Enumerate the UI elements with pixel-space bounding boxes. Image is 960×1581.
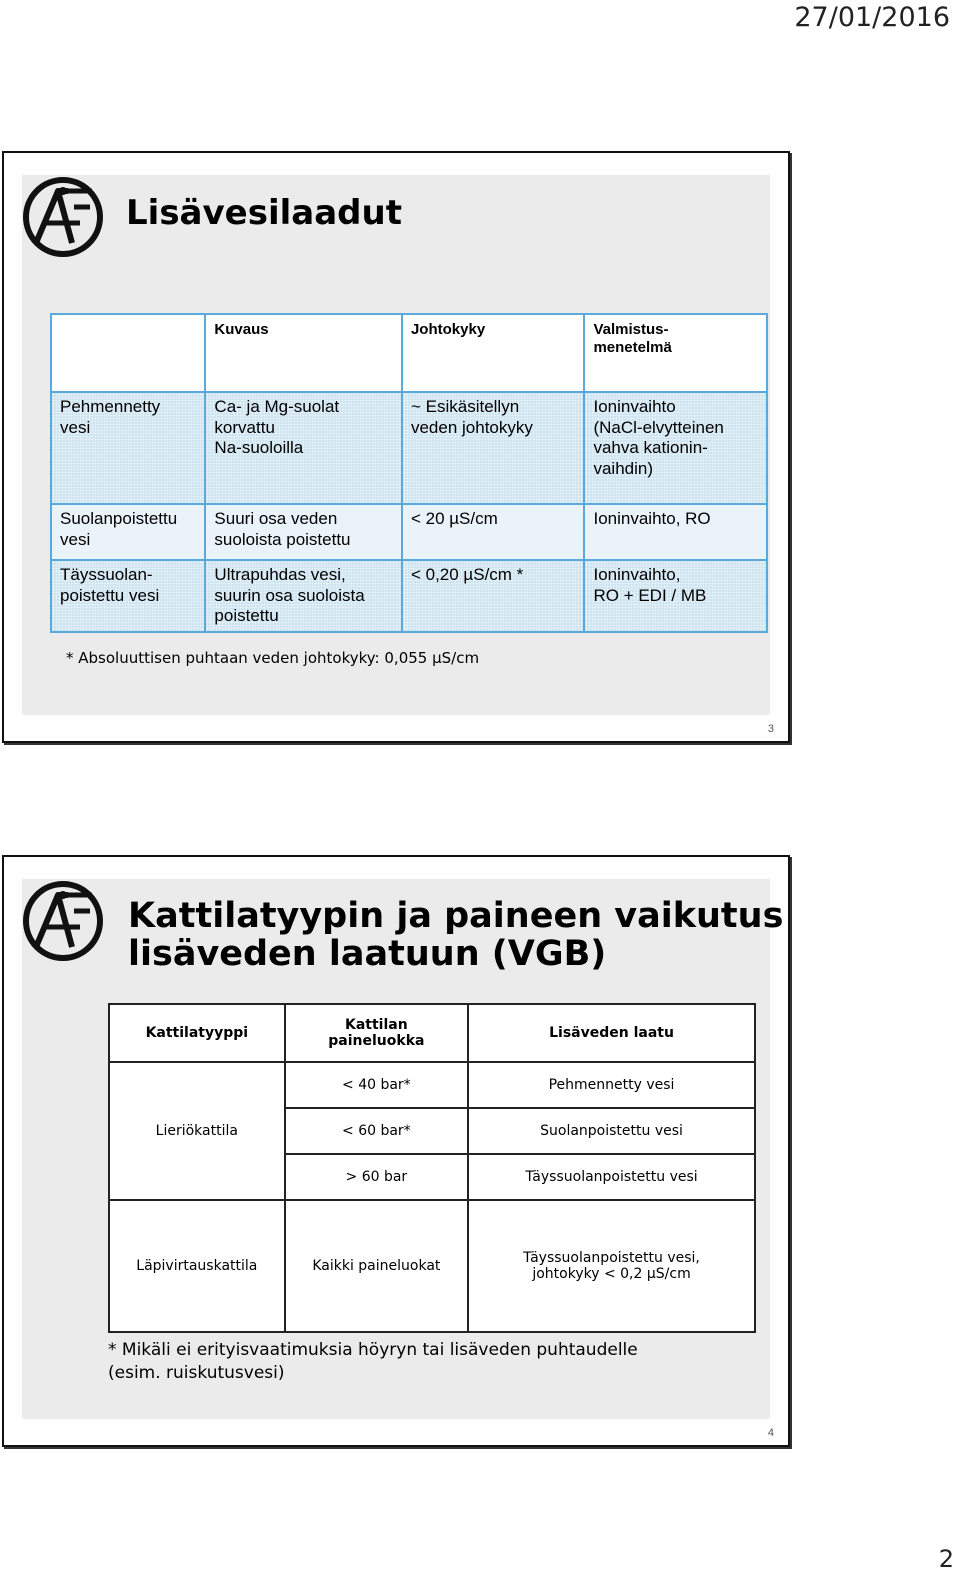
footnote: * Absoluuttisen puhtaan veden johtokyky: 0,055 µS/cm: [66, 649, 480, 667]
header-cell: Kuvaus: [205, 314, 402, 392]
header-cell: Lisäveden laatu: [468, 1004, 755, 1062]
slide-3: [2, 151, 790, 743]
table-cell: Läpivirtauskattila: [109, 1200, 285, 1332]
table-cell: < 60 bar*: [285, 1108, 468, 1154]
table-header-row: [51, 314, 767, 392]
slide-number: 4: [767, 1427, 774, 1439]
table-cell: Pehmennetty vesi: [51, 392, 205, 504]
table-cell: Täyssuolanpoistettu vesi, johtokyky < 0,2 µS/cm: [468, 1200, 755, 1332]
slide-title-line-1: Kattilatyypin ja paineen vaikutus: [128, 896, 784, 936]
footnote: * Mikäli ei erityisvaatimuksia höyryn tai lisäveden puhtaudelle (esim. ruiskutusvesi): [108, 1340, 638, 1383]
water-quality-table: [50, 313, 768, 633]
table-cell: Ioninvaihto, RO: [584, 504, 767, 560]
slide-number: 3: [767, 723, 774, 735]
table-row: [109, 1200, 755, 1332]
table-cell: Suolanpoistettu vesi: [51, 504, 205, 560]
slide-title: Lisävesilaadut: [126, 193, 402, 233]
table-cell: Täyssuolanpoistettu vesi: [468, 1154, 755, 1200]
table-row: [109, 1062, 755, 1108]
table-cell: < 40 bar*: [285, 1062, 468, 1108]
table-cell: ~ Esikäsitellyn veden johtokyky: [402, 392, 585, 504]
page-number: 2: [938, 1545, 954, 1573]
table-cell: Suolanpoistettu vesi: [468, 1108, 755, 1154]
logo-icon: [22, 879, 104, 963]
header-cell: Kattilan paineluokka: [285, 1004, 468, 1062]
logo-icon: [22, 175, 104, 259]
header-cell: Johtokyky: [402, 314, 585, 392]
table-cell: Ultrapuhdas vesi, suurin osa suoloista poistettu: [205, 560, 402, 632]
table-row: [51, 392, 767, 504]
page-date: 27/01/2016: [794, 2, 950, 33]
header-cell: [51, 314, 205, 392]
table-header-row: [109, 1004, 755, 1062]
table-cell: Ca- ja Mg-suolat korvattu Na-suoloilla: [205, 392, 402, 504]
table-cell: > 60 bar: [285, 1154, 468, 1200]
boiler-table: [108, 1003, 756, 1333]
table-row: [51, 504, 767, 560]
table-cell: Ioninvaihto, RO + EDI / MB: [584, 560, 767, 632]
table-row: [51, 560, 767, 632]
header-cell: Kattilatyyppi: [109, 1004, 285, 1062]
table-cell: Ioninvaihto (NaCl-elvytteinen vahva kationin- vaihdin): [584, 392, 767, 504]
table-cell: Pehmennetty vesi: [468, 1062, 755, 1108]
header-cell: Valmistus- menetelmä: [584, 314, 767, 392]
table-cell: Kaikki paineluokat: [285, 1200, 468, 1332]
table-cell: Täyssuolan- poistettu vesi: [51, 560, 205, 632]
table-cell: < 0,20 µS/cm *: [402, 560, 585, 632]
slide-4: [2, 855, 790, 1447]
table-cell: Lieriökattila: [109, 1062, 285, 1200]
slide-title: [128, 897, 783, 973]
table-cell: Suuri osa veden suoloista poistettu: [205, 504, 402, 560]
table-cell: < 20 µS/cm: [402, 504, 585, 560]
slide-title-line-2: lisäveden laatuun (VGB): [128, 934, 607, 974]
